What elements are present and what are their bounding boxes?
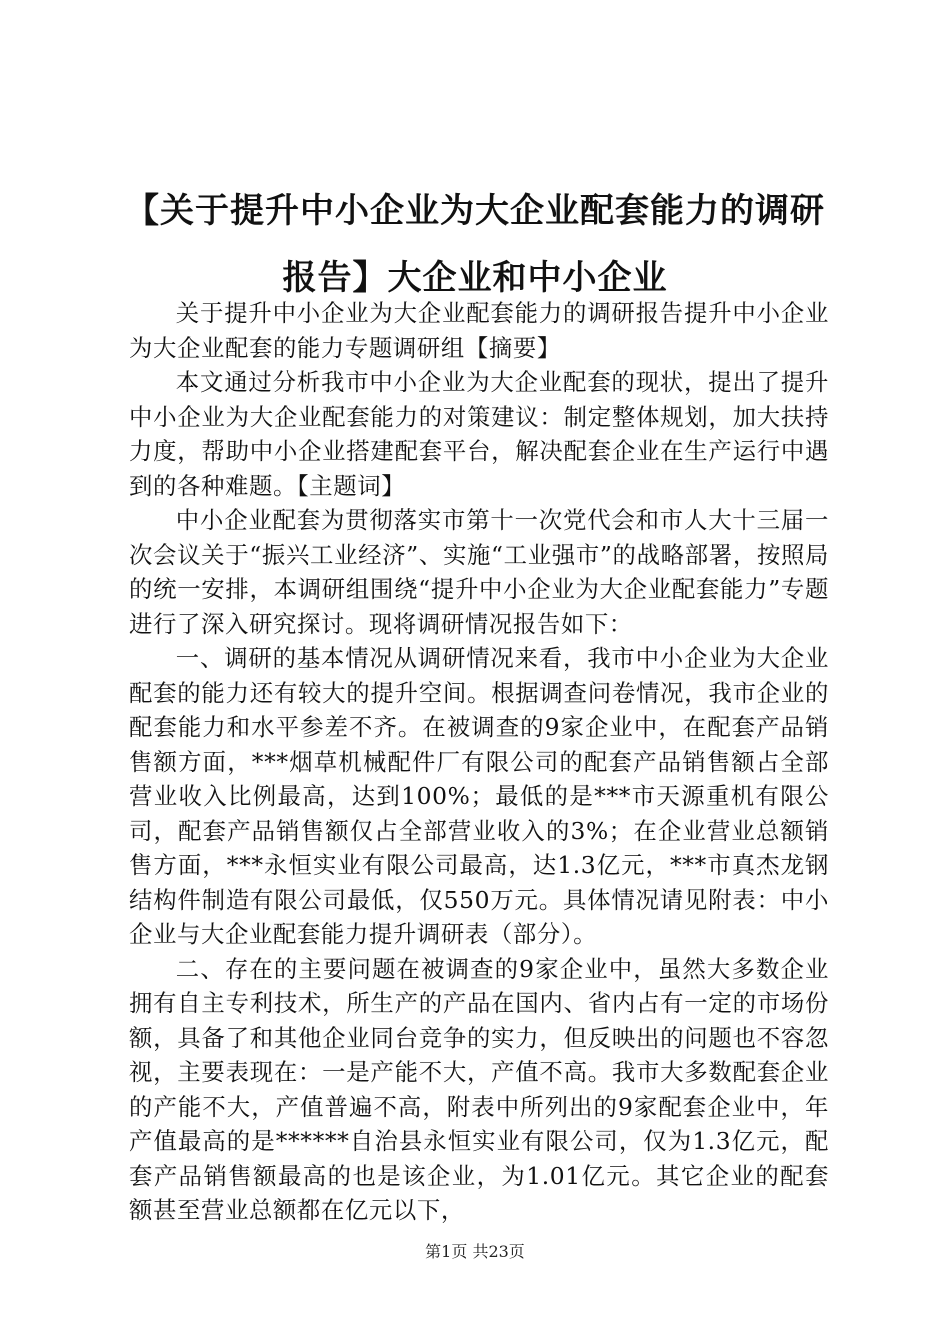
paragraph-section-two: 二、存在的主要问题在被调查的9家企业中，虽然大多数企业拥有自主专利技术，所生产的产品在国内、省内占有一定的市场份额，具备了和其他企业同台竞争的实力，但反映出的问题也不容忽视，主要表现在：一是产能不大，产值不高。我市大多数配套企业的产能不大，产值普遍不高，附表中所列出的9家配套企业中，年产值最高的是******自治县永恒实业有限公司，仅为1.3亿元，配套产品销售额最高的也是该企业，为1.01亿元。其它企业的配套额甚至营业总额都在亿元以下， [129,954,829,1224]
document-title: 【关于提升中小企业为大企业配套能力的调研报告】大企业和中小企业 [125,191,825,298]
document-body [129,296,829,1228]
paragraph-abstract: 本文通过分析我市中小企业为大企业配套的现状，提出了提升中小企业为大企业配套能力的对策建议：制定整体规划，加大扶持力度，帮助中小企业搭建配套平台，解决配套企业在生产运行中遇到的各种难题。【主题词】 [129,368,829,500]
paragraph-section-one: 一、调研的基本情况从调研情况来看，我市中小企业为大企业配套的能力还有较大的提升空间。根据调查问卷情况，我市企业的配套能力和水平参差不齐。在被调查的9家企业中，在配套产品销售额方面，***烟草机械配件厂有限公司的配套产品销售额占全部营业收入比例最高，达到100%；最低的是***市天源重机有限公司，配套产品销售额仅占全部营业收入的3%；在企业营业总额销售方面，***永恒实业有限公司最高，达1.3亿元，***市真杰龙钢结构件制造有限公司最低，仅550万元。具体情况请见附表：中小企业与大企业配套能力提升调研表（部分）。 [129,644,829,948]
paragraph-background: 中小企业配套为贯彻落实市第十一次党代会和市人大十三届一次会议关于“振兴工业经济”、实施“工业强市”的战略部署，按照局的统一安排，本调研组围绕“提升中小企业为大企业配套能力”专题进行了深入研究探讨。现将调研情况报告如下： [129,506,829,638]
page-number-footer: 第1页 共23页 [425,1242,525,1261]
paragraph-abstract-intro: 关于提升中小企业为大企业配套能力的调研报告提升中小企业为大企业配套的能力专题调研组【摘要】 [129,299,829,362]
